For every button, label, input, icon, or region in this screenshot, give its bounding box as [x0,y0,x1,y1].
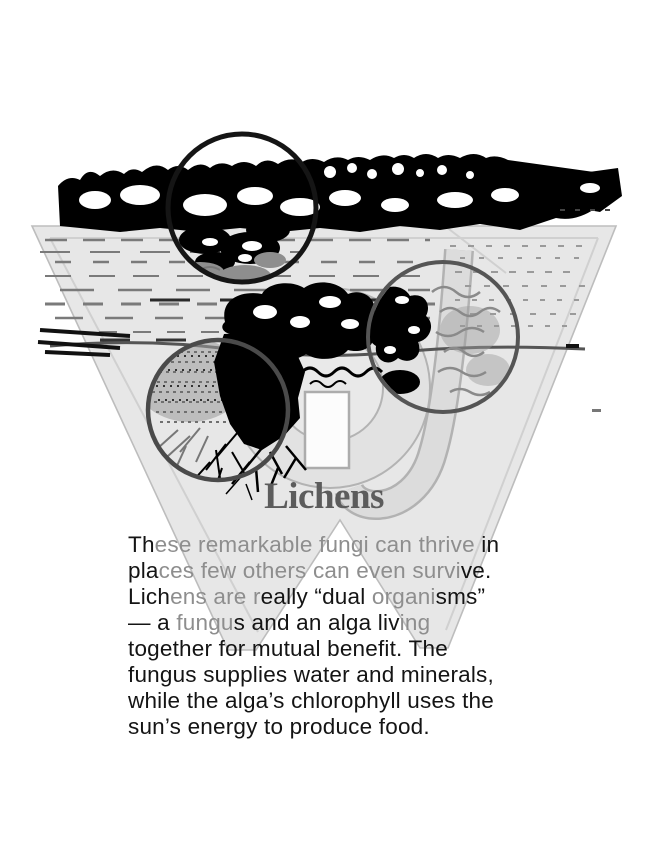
log-top-band [58,154,622,232]
body-paragraph [128,532,568,740]
body-segment: ve. [460,558,492,583]
body-line [128,584,568,610]
body-segment: in [474,532,500,557]
body-segment: Lich [128,584,171,609]
body-segment: organi [371,584,436,609]
body-segment: fungus supplies water and minerals, [128,662,494,687]
body-segment: while the alga’s chlorophyll uses the [128,688,494,713]
body-segment: — a [128,610,177,635]
body-segment: sms” [435,584,486,609]
body-segment: together for mutual benefit. The [128,636,448,661]
page-title: Lichens [264,476,384,517]
body-segment: ces few others can even survi [158,558,461,583]
body-line [128,610,568,636]
body-line [128,662,568,688]
body-segment: Th [128,532,155,557]
body-segment: ese remarkable fungi can thrive [154,532,475,557]
body-line [128,636,568,662]
body-segment: sun’s energy to produce food. [128,714,430,739]
body-segment: ing [399,610,431,635]
body-line [128,558,568,584]
body-segment: ens are r [170,584,261,609]
body-line [128,532,568,558]
body-segment: fungu [176,610,234,635]
body-segment: pla [128,558,159,583]
body-line [128,688,568,714]
body-line [128,714,568,740]
body-segment: eally “dual [260,584,372,609]
body-segment: s and an alga liv [233,610,400,635]
